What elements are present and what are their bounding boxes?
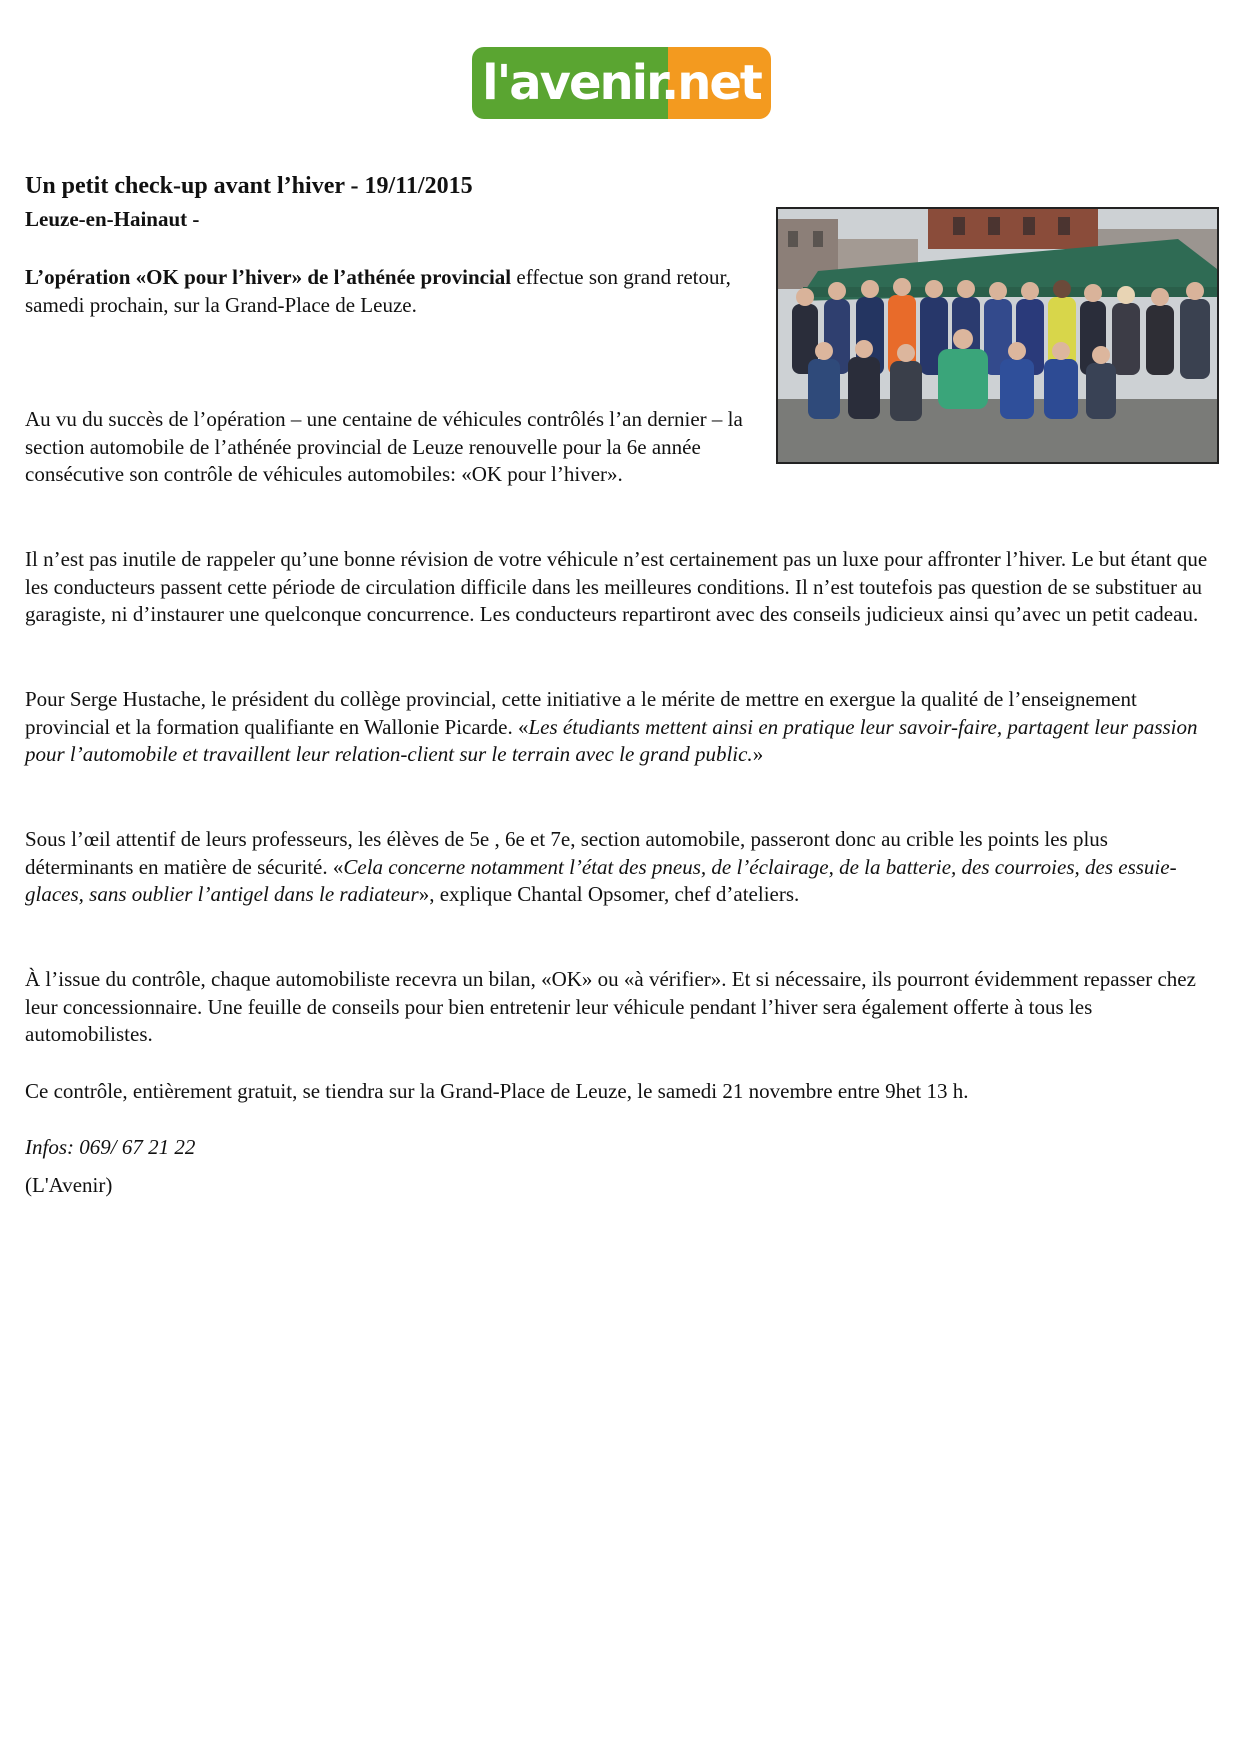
paragraph-4-intro: Sous l’œil attentif de leurs professeurs, les élèves de 5e , 6e et 7e, section automobile, passeront donc au crible les points les plus déterminants en matière de sécurité. « (25, 827, 1108, 879)
article-paragraph-2: Il n’est pas inutile de rappeler qu’une bonne révision de votre véhicule n’est certainement pas un luxe pour affronter l’hiver. Le but étant que les conducteurs passent cette période de circulation difficile dans les meilleures conditions. Il n’est toutefois pas question de se substituer au garagiste, ni d’instaurer une quelconque concurrence. Les conducteurs repartiront avec des conseils judicieux ainsi qu’avec un petit cadeau. (25, 547, 1208, 626)
paragraph-3-intro: Pour Serge Hustache, le président du collège provincial, cette initiative a le mérite de mettre en exergue la qualité de l’enseignement provincial et la formation qualifiante en Wallonie Picarde. « (25, 687, 1137, 739)
infos-phone: Infos: 069/ 67 21 22 (25, 1135, 196, 1159)
site-logo (472, 47, 771, 119)
article-location: Leuze-en-Hainaut - (25, 207, 200, 231)
paragraph-3-end: » (752, 742, 764, 766)
article-headline: Un petit check-up avant l’hiver - 19/11/2015 (25, 173, 473, 199)
group-photo-illustration (778, 209, 1217, 462)
paragraph-3-quote: Les étudiants mettent ainsi en pratique leur savoir-faire, partagent leur passion pour l’automobile et travaillent leur relation-client sur le terrain avec le grand public. (25, 714, 1198, 766)
paragraph-4-end: », explique Chantal Opsomer, chef d’ateliers. (418, 882, 800, 906)
article-source: (L'Avenir) (25, 1173, 113, 1197)
article-infos (25, 1134, 195, 1162)
article-paragraph-4 (25, 826, 1215, 909)
article-paragraph-3 (25, 686, 1215, 769)
lead-bold-text: L’opération «OK pour l’hiver» de l’athénée provincial (25, 265, 512, 289)
article-paragraph-1: Au vu du succès de l’opération – une centaine de véhicules contrôlés l’an dernier – la section automobile de l’athénée provincial de Leuze renouvelle pour la 6e année consécutive son contrôle de véhicules automobiles: «OK pour l’hiver». (25, 407, 743, 486)
lead-rest-text: effectue son grand retour, samedi prochain, sur la Grand-Place de Leuze. (25, 265, 731, 317)
article-lead (25, 264, 745, 319)
paragraph-4-quote: Cela concerne notamment l’état des pneus, de l’éclairage, de la batterie, des courroies, des essuie-glaces, sans oublier l’antigel dans le radiateur (25, 854, 1177, 906)
article-paragraph-6: Ce contrôle, entièrement gratuit, se tiendra sur la Grand-Place de Leuze, le samedi 21 novembre entre 9het 13 h. (25, 1079, 969, 1103)
logo-text: l'avenir.net (482, 55, 761, 111)
article-photo (776, 207, 1219, 464)
article-paragraph-5: À l’issue du contrôle, chaque automobiliste recevra un bilan, «OK» ou «à vérifier». Et si nécessaire, ils pourront évidemment repasser chez leur concessionnaire. Une feuille de conseils pour bien entretenir leur véhicule pendant l’hiver sera également offerte à tous les automobilistes. (25, 967, 1196, 1046)
